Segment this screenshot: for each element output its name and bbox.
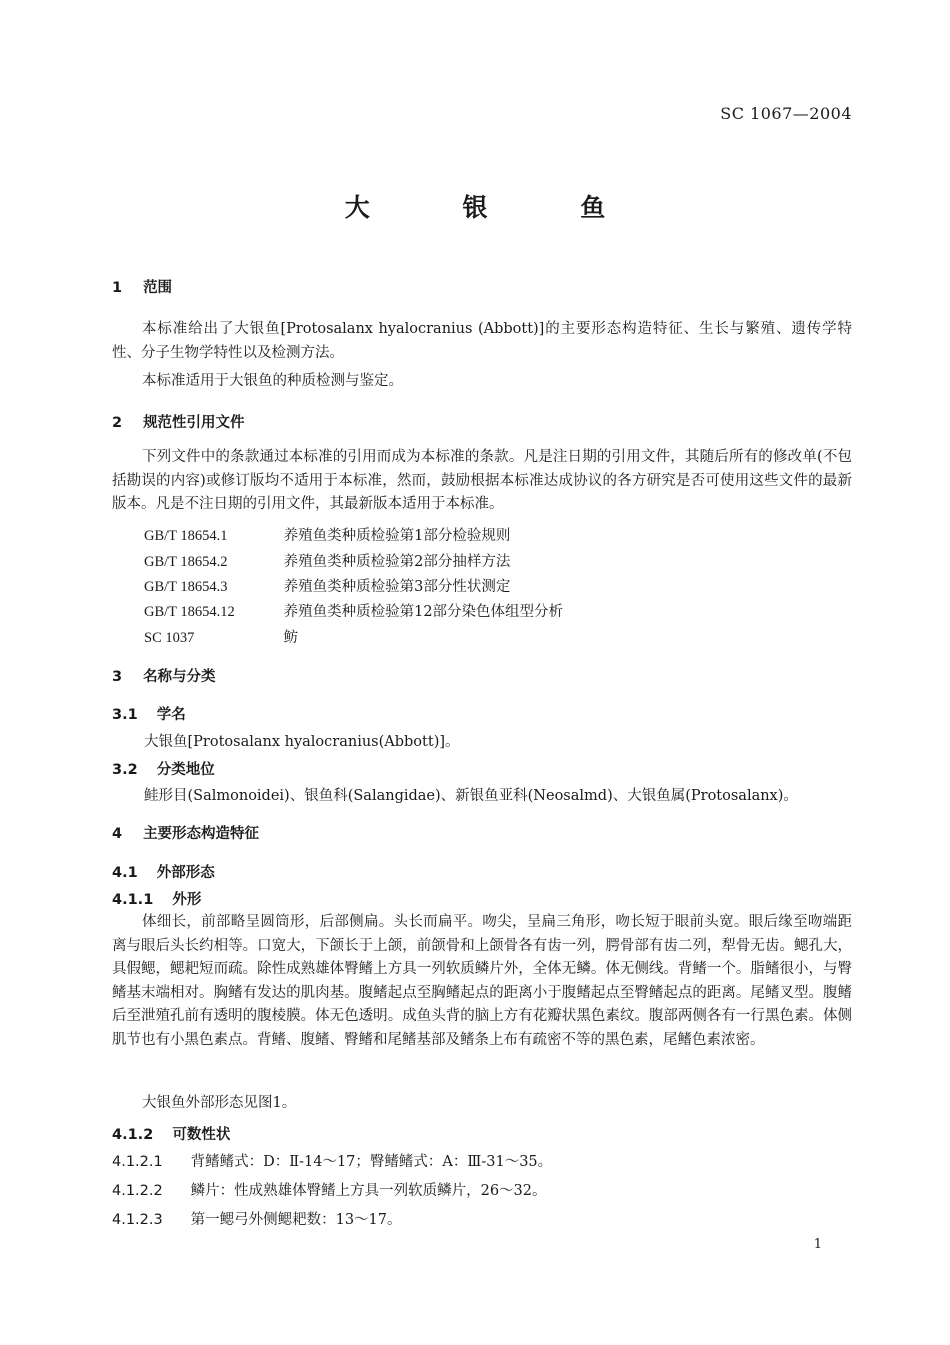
reference-title: 养殖鱼类种质检验第2部分抽样方法 [283, 554, 511, 570]
reference-item [144, 600, 563, 621]
section-1-paragraph-2: 本标准适用于大银鱼的种质检测与鉴定。 [142, 373, 403, 389]
section-title: 主要形态构造特征 [143, 826, 260, 842]
subsection-title: 可数性状 [172, 1127, 231, 1143]
section-1-heading [112, 276, 172, 297]
subsection-3-2-heading [112, 758, 215, 779]
subsection-title: 外部形态 [156, 865, 215, 881]
item-number: 4.1.2.1 [112, 1154, 163, 1170]
subsection-title: 学名 [156, 707, 186, 723]
countable-trait-item [112, 1208, 402, 1229]
section-number: 1 [112, 280, 123, 296]
item-number: 4.1.2.3 [112, 1212, 163, 1228]
subsection-title: 外形 [172, 892, 202, 908]
subsection-number: 4.1 [112, 865, 138, 881]
subsection-number: 3.1 [112, 707, 138, 723]
section-title: 规范性引用文件 [143, 415, 245, 431]
reference-item [144, 575, 510, 596]
reference-code: GB/T 18654.12 [144, 604, 235, 620]
subsection-title: 分类地位 [156, 762, 215, 778]
external-shape-paragraph: 体细长，前部略呈圆筒形，后部侧扁。头长而扁平。吻尖，呈扁三角形，吻长短于眼前头宽。眼后缘至吻端距离与眼后头长约相等。口宽大，下颌长于上颌，前颌骨和上颌骨各有齿一列，腭骨部有齿二列，犁骨无齿。鳃孔大，具假鳃，鳃耙短而疏。除性成熟雄体臀鳍上方具一列软质鳞片外，全体无鳞。体无侧线。背鳍一个。脂鳍很小，与臀鳍基末端相对。胸鳍有发达的肌肉基。腹鳍起点至胸鳍起点的距离小于腹鳍起点至臀鳍起点的距离。尾鳍叉型。腹鳍后至泄殖孔前有透明的腹棱膜。体无色透明。成鱼头背的脑上方有花瓣状黑色素纹。腹部两侧各有一行黑色素。体侧肌节也有小黑色素点。背鳍、腹鳍、臀鳍和尾鳍基部及鳍条上布有疏密不等的黑色素，尾鳍色素浓密。 [112, 914, 852, 1048]
reference-item [144, 626, 298, 647]
standard-code: SC 1067—2004 [720, 104, 852, 123]
subsection-4-1-heading [112, 861, 215, 882]
subsection-3-1-heading [112, 703, 186, 724]
reference-code: GB/T 18654.1 [144, 528, 228, 544]
figure-reference-paragraph: 大银鱼外部形态见图1。 [142, 1095, 297, 1111]
section-1-paragraph-1: 本标准给出了大银鱼[Protosalanx hyalocranius (Abbott)]的主要形态构造特征、生长与繁殖、遗传学特性、分子生物学特性以及检测方法。 [112, 321, 852, 361]
reference-title: 鲂 [283, 630, 299, 646]
item-number: 4.1.2.2 [112, 1183, 163, 1199]
section-4-heading [112, 822, 259, 843]
section-number: 2 [112, 415, 123, 431]
section-title: 范围 [143, 280, 173, 296]
subsection-4-1-2-heading [112, 1123, 230, 1144]
section-number: 4 [112, 826, 123, 842]
subsection-number: 3.2 [112, 762, 138, 778]
taxonomy-text: 鲑形目(Salmonoidei)、银鱼科(Salangidae)、新银鱼亚科(Neosalmd)、大银鱼属(Protosalanx)。 [144, 788, 798, 804]
countable-trait-item [112, 1150, 552, 1171]
reference-code: SC 1037 [144, 630, 195, 646]
section-3-heading [112, 665, 216, 686]
item-text: 鳞片：性成熟雄体臀鳍上方具一列软质鳞片，26～32。 [190, 1183, 547, 1199]
section-2-heading [112, 411, 245, 432]
scientific-name-text: 大银鱼[Protosalanx hyalocranius(Abbott)]。 [144, 734, 460, 750]
item-text: 第一鳃弓外侧鳃耙数：13～17。 [190, 1212, 402, 1228]
section-number: 3 [112, 669, 123, 685]
reference-title: 养殖鱼类种质检验第1部分检验规则 [283, 528, 511, 544]
document-title: 大 银 鱼 [344, 193, 648, 222]
reference-item [144, 550, 510, 571]
item-text: 背鳍鳍式：D：Ⅱ-14～17；臀鳍鳍式：A：Ⅲ-31～35。 [190, 1154, 553, 1170]
reference-title: 养殖鱼类种质检验第12部分染色体组型分析 [283, 604, 564, 620]
subsection-number: 4.1.2 [112, 1127, 154, 1143]
page-number: 1 [813, 1237, 822, 1252]
countable-trait-item [112, 1179, 547, 1200]
section-title: 名称与分类 [143, 669, 216, 685]
reference-code: GB/T 18654.3 [144, 579, 228, 595]
reference-title: 养殖鱼类种质检验第3部分性状测定 [283, 579, 511, 595]
section-2-paragraph: 下列文件中的条款通过本标准的引用而成为本标准的条款。凡是注日期的引用文件，其随后所有的修改单(不包括勘误的内容)或修订版均不适用于本标准，然而，鼓励根据本标准达成协议的各方研究是否可使用这些文件的最新版本。凡是不注日期的引用文件，其最新版本适用于本标准。 [112, 449, 852, 512]
subsection-4-1-1-heading [112, 888, 201, 909]
reference-code: GB/T 18654.2 [144, 554, 228, 570]
subsection-number: 4.1.1 [112, 892, 154, 908]
reference-item [144, 524, 510, 545]
